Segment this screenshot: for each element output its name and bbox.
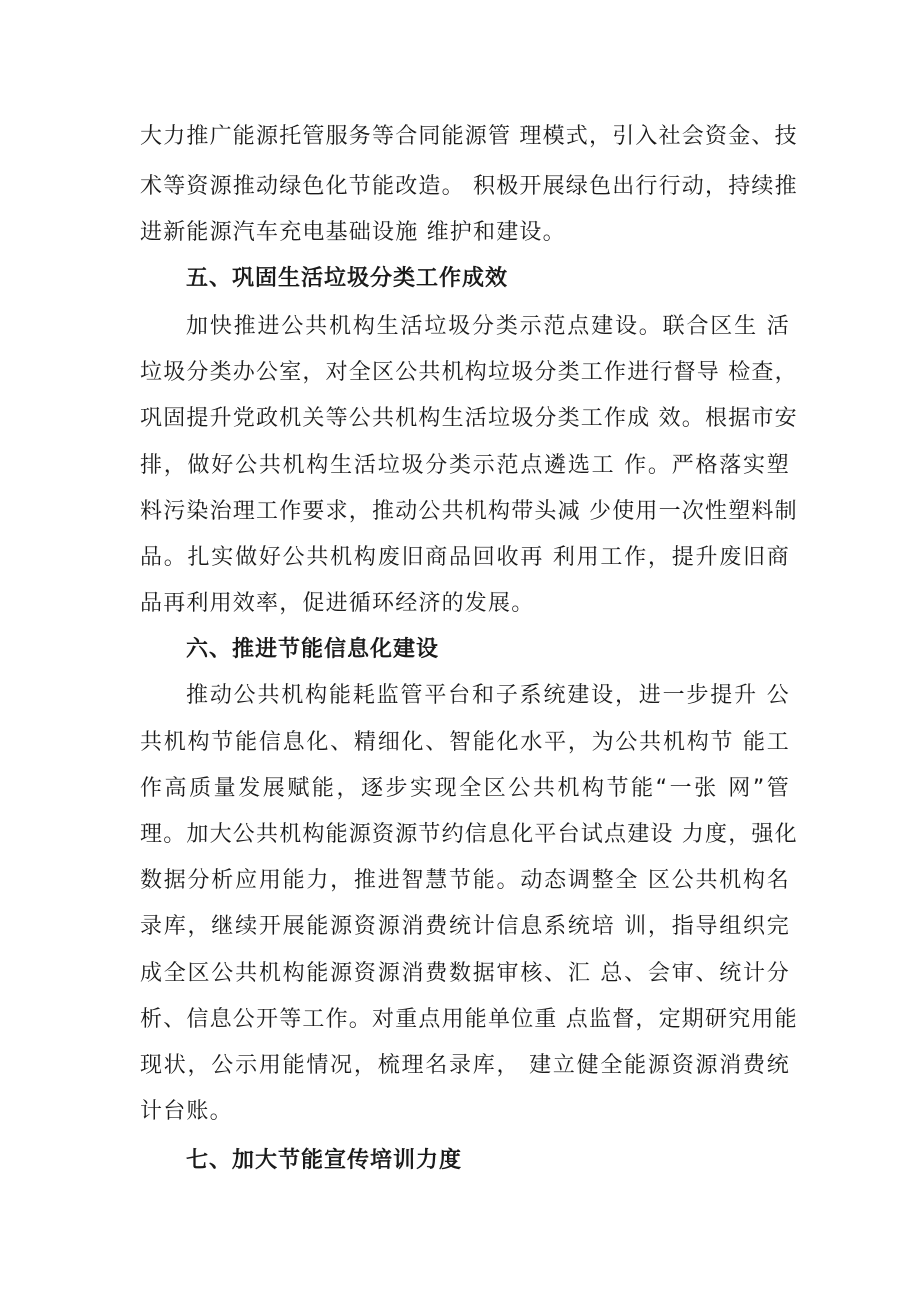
section-heading-7: 七、加大节能宣传培训力度 [186, 1148, 463, 1173]
paragraph-line: 共机构节能信息化、精细化、智能化水平，为公共机构节 能工 [140, 730, 790, 755]
paragraph-line: 数据分析应用能力，推进智慧节能。动态调整全 区公共机构名 [140, 868, 790, 893]
paragraph-line: 现状，公示用能情况，梳理名录库， 建立健全能源资源消费统 [140, 1053, 790, 1078]
paragraph-line: 排，做好公共机构生活垃圾分类示范点遴选工 作。严格落实塑 [140, 453, 790, 478]
paragraph-line: 推动公共机构能耗监管平台和子系统建设，进一步提升 公 [186, 683, 790, 708]
paragraph-line: 加快推进公共机构生活垃圾分类示范点建设。联合区生 活 [186, 314, 790, 339]
paragraph-line: 料污染治理工作要求，推动公共机构带头减 少使用一次性塑料制 [140, 499, 798, 524]
paragraph-line: 理。加大公共机构能源资源节约信息化平台试点建设 力度，强化 [140, 822, 798, 847]
paragraph-line: 术等资源推动绿色化节能改造。 积极开展绿色出行行动，持续推 [140, 174, 798, 199]
paragraph-line: 进新能源汽车充电基础设施 维护和建设。 [140, 220, 566, 245]
section-heading-5: 五、巩固生活垃圾分类工作成效 [186, 266, 509, 291]
paragraph-line: 成全区公共机构能源资源消费数据审核、汇 总、会审、统计分 [140, 961, 790, 986]
paragraph-line: 录库，继续开展能源资源消费统计信息系统培 训，指导组织完 [140, 914, 790, 939]
paragraph-line: 品。扎实做好公共机构废旧商品回收再 利用工作，提升废旧商 [140, 545, 790, 570]
paragraph-line: 垃圾分类办公室，对全区公共机构垃圾分类工作进行督导 检查， [140, 360, 798, 385]
paragraph-line: 巩固提升党政机关等公共机构生活垃圾分类工作成 效。根据市安 [140, 406, 798, 431]
paragraph-line: 品再利用效率，促进循环经济的发展。 [140, 591, 535, 616]
paragraph-line: 计台账。 [140, 1099, 233, 1124]
paragraph-line: 析、信息公开等工作。对重点用能单位重 点监督，定期研究用能 [140, 1007, 798, 1032]
paragraph-line: 作高质量发展赋能，逐步实现全区公共机构节能“一张 网”管 [140, 776, 790, 801]
section-heading-6: 六、推进节能信息化建设 [186, 637, 440, 662]
paragraph-line: 大力推广能源托管服务等合同能源管 理模式，引入社会资金、技 [140, 124, 798, 149]
